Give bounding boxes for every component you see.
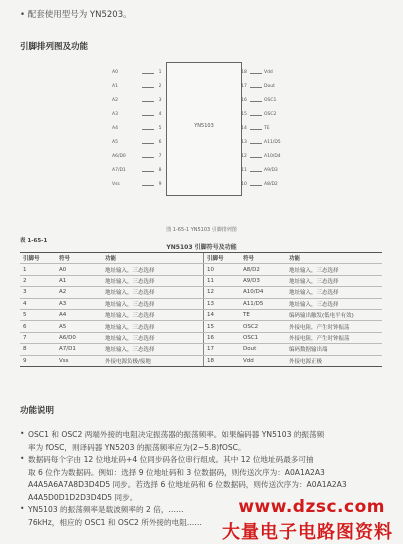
pin-label: A3 [112, 112, 118, 117]
cell-symbol-2: A9/D3 [240, 275, 286, 286]
pin-lead [250, 143, 262, 144]
cell-function: 地址输入，三态选择 [102, 332, 204, 343]
header-symbol: 符号 [56, 253, 102, 264]
pin-lead [142, 157, 154, 158]
table-row [20, 298, 382, 309]
pin-number: 10 [241, 182, 247, 187]
pin-lead [142, 101, 154, 102]
pin-number: 4 [158, 112, 162, 117]
pin-lead [250, 115, 262, 116]
table-row [20, 275, 382, 286]
pin-lead [250, 129, 262, 130]
pin-number: 13 [241, 140, 247, 145]
pin-lead [142, 87, 154, 88]
paragraph-line: A4A5D0D1D2D3D4D5 同步。 [28, 492, 138, 502]
pin-right [240, 166, 300, 178]
chip-label: YN5103 [194, 123, 214, 129]
table-row [20, 321, 382, 332]
cell-symbol: A7/D1 [56, 344, 102, 355]
cell-pin-no-2: 11 [204, 275, 241, 286]
table-header-row [20, 253, 382, 264]
cell-function: 地址输入，三态选择 [102, 321, 204, 332]
pin-lead [250, 185, 262, 186]
table-number: 表 1-65-1 [20, 238, 48, 244]
cell-pin-no: 1 [20, 264, 56, 275]
pin-number: 11 [241, 168, 247, 173]
pin-lead [142, 115, 154, 116]
pin-label: A2 [112, 98, 118, 103]
pin-number: 15 [241, 112, 247, 117]
cell-pin-no: 5 [20, 309, 56, 320]
cell-pin-no-2: 14 [204, 309, 241, 320]
table-title: YN5103 引脚符号及功能 [166, 244, 237, 251]
cell-function-2: 外接电阻，产生时钟振荡 [286, 321, 382, 332]
pin-lead [142, 171, 154, 172]
cell-symbol-2: Vdd [240, 355, 286, 366]
cell-symbol-2: A8/D2 [240, 264, 286, 275]
pin-right [240, 124, 300, 136]
pin-left [110, 124, 166, 136]
pin-left [110, 180, 166, 192]
pin-left [110, 110, 166, 122]
watermark-text: 大量电子电路图资料 [222, 522, 393, 543]
table-row [20, 287, 382, 298]
pin-number: 9 [158, 182, 162, 187]
pin-lead [142, 185, 154, 186]
pin-label: Vdd [264, 70, 273, 75]
cell-symbol: Vss [56, 355, 102, 366]
pin-number: 7 [158, 154, 162, 159]
pin-left [110, 152, 166, 164]
cell-symbol: A3 [56, 298, 102, 309]
pin-number: 12 [241, 154, 247, 159]
pin-right [240, 110, 300, 122]
pin-number: 17 [241, 84, 247, 89]
pin-diagram [110, 62, 300, 212]
pin-function-table [20, 252, 382, 367]
figure-caption: 图 1-65-1 YN5103 引脚排列图 [166, 227, 237, 233]
cell-function-2: 地址输入，三态选择 [286, 298, 382, 309]
pin-left [110, 166, 166, 178]
cell-symbol-2: A11/D5 [240, 298, 286, 309]
model-note: • 配套使用型号为 YN5203。 [20, 10, 132, 20]
paragraph-line: A4A5A6A7A8D3D4D5 同步。若选择 6 位地址码和 6 位数据码，则传送次序为：A0A1A2A3 [28, 480, 347, 489]
cell-symbol-2: A10/D4 [240, 287, 286, 298]
pin-left [110, 68, 166, 80]
pin-number: 16 [241, 98, 247, 103]
pin-number: 14 [241, 126, 247, 131]
bullet-mark: • [20, 454, 25, 463]
cell-symbol: A1 [56, 275, 102, 286]
cell-function-2: 地址输入，三态选择 [286, 264, 382, 275]
paragraph-line: 取 6 位作为数据码。例如：选择 9 位地址码和 3 位数据码，则传送次序为：A0A1A2A3 [28, 467, 325, 477]
cell-pin-no-2: 12 [204, 287, 241, 298]
pin-number: 2 [158, 84, 162, 89]
pin-number: 6 [158, 140, 162, 145]
pin-lead [142, 73, 154, 74]
header-symbol-2: 符号 [240, 253, 286, 264]
watermark-url: www.dzsc.com [238, 497, 385, 517]
pin-number: 3 [158, 98, 162, 103]
function-section-title: 功能说明 [20, 406, 55, 416]
pin-left [110, 96, 166, 108]
pin-lead [250, 101, 262, 102]
cell-function-2: 外接电阻，产生时钟振荡 [286, 332, 382, 343]
cell-symbol: A2 [56, 287, 102, 298]
pin-label: A7/D1 [112, 168, 126, 173]
header-function: 功能 [102, 253, 204, 264]
cell-pin-no-2: 15 [204, 321, 241, 332]
table-row [20, 264, 382, 275]
pin-lead [250, 87, 262, 88]
cell-pin-no-2: 10 [204, 264, 241, 275]
cell-pin-no: 4 [20, 298, 56, 309]
cell-pin-no-2: 13 [204, 298, 241, 309]
pin-number: 8 [158, 168, 162, 173]
cell-symbol: A6/D0 [56, 332, 102, 343]
pin-left [110, 138, 166, 150]
cell-function-2: 地址输入，三态选择 [286, 287, 382, 298]
cell-function-2: 地址输入，三态选择 [286, 275, 382, 286]
pin-lead [250, 171, 262, 172]
cell-pin-no: 8 [20, 344, 56, 355]
table-row [20, 344, 382, 355]
cell-function: 外接电源负极/接地 [102, 355, 204, 366]
pin-right [240, 152, 300, 164]
cell-pin-no-2: 18 [204, 355, 241, 366]
cell-function: 地址输入，三态选择 [102, 298, 204, 309]
cell-pin-no: 2 [20, 275, 56, 286]
ic-chip [166, 62, 242, 196]
pin-right [240, 82, 300, 94]
pin-label: A6/D0 [112, 154, 126, 159]
header-pin-no: 引脚号 [20, 253, 56, 264]
pin-label: A9/D3 [264, 168, 278, 173]
header-pin-no-2: 引脚号 [204, 253, 241, 264]
cell-function: 地址输入，三态选择 [102, 309, 204, 320]
pin-label: A0 [112, 70, 118, 75]
cell-pin-no: 6 [20, 321, 56, 332]
table-row [20, 332, 382, 343]
pin-lead [142, 129, 154, 130]
cell-function-2: 编码数据输出端 [286, 344, 382, 355]
pin-label: OSC2 [264, 112, 277, 117]
paragraph-line: YN5103 的振荡频率是载波频率的 2 倍，…… [28, 505, 184, 514]
pin-label: A11/D5 [264, 140, 281, 145]
cell-pin-no-2: 16 [204, 332, 241, 343]
cell-pin-no: 7 [20, 332, 56, 343]
bullet-mark: • [20, 504, 25, 513]
table-row [20, 355, 382, 366]
header-function-2: 功能 [286, 253, 382, 264]
pin-lead [250, 157, 262, 158]
table-row [20, 309, 382, 320]
pin-label: Dout [264, 84, 275, 89]
cell-function: 地址输入，三态选择 [102, 287, 204, 298]
pin-label: Vss [112, 182, 120, 187]
pin-section-title: 引脚排列图及功能 [20, 42, 89, 52]
pin-label: A5 [112, 140, 118, 145]
pin-right [240, 138, 300, 150]
cell-pin-no: 9 [20, 355, 56, 366]
paragraph-line: 率为 fOSC，则译码器 YN5203 的振荡频率应为(2~5.8)fOSC。 [28, 442, 246, 452]
pin-label: A8/D2 [264, 182, 278, 187]
cell-symbol: A4 [56, 309, 102, 320]
cell-symbol-2: OSC1 [240, 332, 286, 343]
cell-symbol: A0 [56, 264, 102, 275]
pin-right [240, 96, 300, 108]
pin-right [240, 180, 300, 192]
pin-lead [142, 143, 154, 144]
pin-left [110, 82, 166, 94]
cell-function-2: 外接电源正极 [286, 355, 382, 366]
cell-function-2: 编码输出触发(低电平有效) [286, 309, 382, 320]
cell-symbol-2: TE [240, 309, 286, 320]
cell-symbol: A5 [56, 321, 102, 332]
cell-function: 地址输入，三态选择 [102, 344, 204, 355]
paragraph-line: 76kHz，相应的 OSC1 和 OSC2 所外接的电阻…… [28, 517, 202, 527]
paragraph-line: OSC1 和 OSC2 两端外接的电阻决定振荡器的振荡频率。如果编码器 YN5103 的振荡频 [28, 430, 325, 439]
cell-function: 地址输入，三态选择 [102, 275, 204, 286]
pin-lead [250, 73, 262, 74]
pin-label: TE [264, 126, 270, 131]
bullet-mark: • [20, 429, 25, 438]
pin-label: OSC1 [264, 98, 277, 103]
cell-pin-no: 3 [20, 287, 56, 298]
paragraph-line: 数据码每个字由 12 位地址码+4 位同步码各位串行组成。其中 12 位地址码最多可抽 [28, 455, 314, 464]
cell-function: 地址输入，三态选择 [102, 264, 204, 275]
cell-symbol-2: Dout [240, 344, 286, 355]
pin-number: 5 [158, 126, 162, 131]
pin-label: A1 [112, 84, 118, 89]
pin-label: A10/D4 [264, 154, 281, 159]
pin-right [240, 68, 300, 80]
cell-symbol-2: OSC2 [240, 321, 286, 332]
pin-number: 18 [241, 70, 247, 75]
pin-number: 1 [158, 70, 162, 75]
pin-label: A4 [112, 126, 118, 131]
cell-pin-no-2: 17 [204, 344, 241, 355]
